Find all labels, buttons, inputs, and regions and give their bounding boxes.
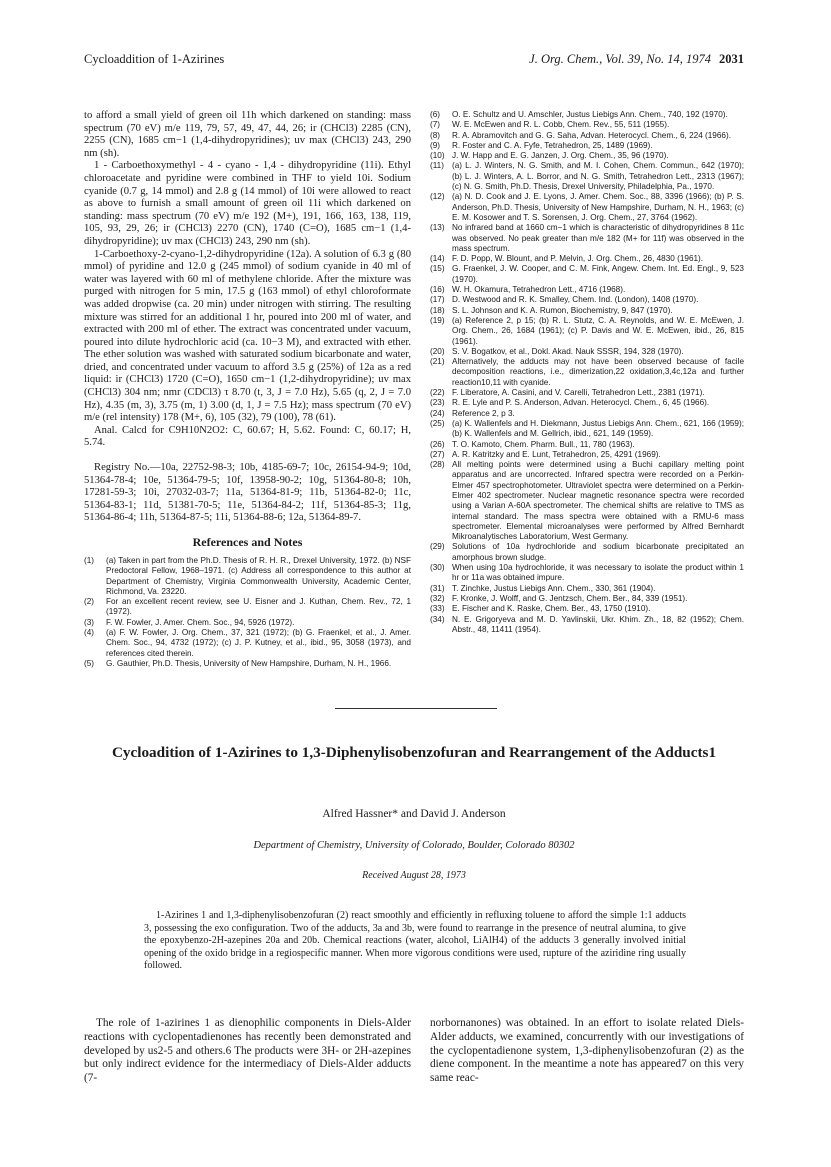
reference-text: F. Liberatore, A. Casini, and V. Carelli, Tetrahedron Lett., 2381 (1971). [452, 388, 705, 398]
reference-number: (28) [430, 460, 445, 470]
reference-number: (2) [84, 597, 95, 607]
reference-item [430, 141, 744, 151]
reference-item [430, 542, 744, 563]
intro-paragraph-right: norbornanones) was obtained. In an effort to isolate related Diels-Alder adducts, we examined, concurrently with our investigations of the cyclopentadienone system, 1,3-diphenylisobenzofuran (2) as the diene component. In the meantime a note has appeared7 on this very same reac- [430, 1017, 744, 1085]
registry-numbers: Registry No.—10a, 22752-98-3; 10b, 4185-69-7; 10c, 26154-94-9; 10d, 51364-78-4; 10e, 51364-79-5; 10f, 13958-90-2; 10g, 51364-80-8; 10h, 17281-59-3; 10i, 27032-03-7; 11a, 51364-81-9; 11b, 51364-82-0; 11c, 51364-83-1; 11d, 51381-70-5; 11e, 51364-84-2; 11f, 51364-85-3; 11g, 51364-86-4; 11h, 51364-87-5; 11i, 51364-88-6; 12a, 51364-89-7. [84, 462, 411, 524]
reference-text: G. Fraenkel, J. W. Cooper, and C. M. Fink, Angew. Chem. Int. Ed. Engl., 9, 523 (1970). [452, 264, 744, 284]
running-header [84, 52, 744, 72]
authors: Alfred Hassner* and David J. Anderson [322, 808, 506, 820]
reference-text: A. R. Katritzky and E. Lunt, Tetrahedron, 25, 4291 (1969). [452, 449, 661, 459]
body-paragraph: to afford a small yield of green oil 11h which darkened on standing: mass spectrum (70 eV) m/e 119, 79, 57, 49, 47, 44, 26; ir (CHCl3) 2285 (CN), 2255 (CN), 1685 cm−1 (1,4-dihydropyridines); uv max (CHCl3) 243, 290 nm (sh). [84, 110, 411, 159]
reference-item [84, 659, 411, 669]
reference-text: T. Zinchke, Justus Liebigs Ann. Chem., 330, 361 (1904). [452, 583, 656, 593]
reference-item [430, 254, 744, 264]
article-divider [335, 708, 497, 709]
reference-number: (32) [430, 593, 445, 603]
reference-text: F. D. Popp, W. Blount, and P. Melvin, J. Org. Chem., 26, 4830 (1961). [452, 254, 704, 264]
reference-text: (a) N. D. Cook and J. E. Lyons, J. Amer. Chem. Soc., 88, 3396 (1966); (b) P. S. Anderson, Ph.D. Thesis, University of New Hampshire, Durham, N. H., 1963; (c) E. M. Kosower and T. S. Sorensen, J. Org. Chem., 27, 3764 (1962). [452, 192, 744, 222]
reference-item [430, 388, 744, 398]
reference-item [430, 357, 744, 388]
reference-number: (29) [430, 542, 445, 552]
references-heading: References and Notes [192, 535, 303, 549]
reference-number: (16) [430, 285, 445, 295]
reference-text: Alternatively, the adducts may not have been observed because of facile decomposition reactions, i.e., dimerization,22 oxidation,3,4c,12a and further reaction10,11 with cyanide. [452, 357, 744, 387]
reference-item [430, 604, 744, 614]
reference-text: D. Westwood and R. K. Smalley, Chem. Ind. (London), 1408 (1970). [452, 295, 699, 305]
reference-text: S. L. Johnson and K. A. Rumon, Biochemistry, 9, 847 (1970). [452, 305, 673, 315]
reference-text: T. O. Kamoto, Chem. Pharm. Bull., 11, 780 (1963). [452, 439, 635, 449]
reference-number: (17) [430, 295, 445, 305]
page-number: 2031 [719, 52, 744, 66]
reference-text: When using 10a hydrochloride, it was necessary to isolate the product within 1 hr or 11a was obtained impure. [452, 563, 744, 583]
reference-item [430, 295, 744, 305]
reference-text: Reference 2, p 3. [452, 408, 515, 418]
running-title: Cycloaddition of 1-Azirines [84, 52, 225, 66]
reference-number: (11) [430, 161, 444, 171]
reference-item [430, 110, 744, 120]
reference-item [84, 628, 411, 659]
reference-number: (23) [430, 398, 445, 408]
reference-text: F. W. Fowler, J. Amer. Chem. Soc., 94, 5926 (1972). [106, 617, 295, 627]
reference-item [430, 450, 744, 460]
reference-item [430, 192, 744, 223]
reference-text: J. W. Happ and E. G. Janzen, J. Org. Chem., 35, 96 (1970). [452, 151, 669, 161]
body-paragraph: Anal. Calcd for C9H10N2O2: C, 60.67; H, 5.62. Found: C, 60.17; H, 5.74. [84, 424, 411, 449]
reference-item [430, 594, 744, 604]
reference-number: (20) [430, 346, 445, 356]
reference-number: (33) [430, 604, 445, 614]
reference-number: (25) [430, 418, 445, 428]
reference-number: (4) [84, 628, 95, 638]
reference-text: R. A. Abramovitch and G. G. Saha, Advan. Heterocycl. Chem., 6, 224 (1966). [452, 130, 731, 140]
reference-number: (12) [430, 192, 445, 202]
reference-number: (3) [84, 617, 95, 627]
reference-item [430, 398, 744, 408]
reference-item [430, 223, 744, 254]
reference-item [84, 597, 411, 618]
references-list-right [430, 110, 744, 635]
reference-text: F. Kronke, J. Wolff, and G. Jentzsch, Chem. Ber., 84, 339 (1951). [452, 593, 688, 603]
right-column [430, 110, 744, 635]
article-title: Cycloadition of 1-Azirines to 1,3-Diphenylisobenzofuran and Rearrangement of the Adducts1 [111, 744, 717, 761]
reference-item [430, 131, 744, 141]
reference-number: (27) [430, 449, 445, 459]
body-paragraph: 1 - Carboethoxymethyl - 4 - cyano - 1,4 - dihydropyridine (11i). Ethyl chloroacetate and pyridine were combined in THF to yield 10i. Sodium cyanide (0.7 g, 14 mmol) and 2.8 g (14 mmol) of 10i were allowed to react as above to furnish a small amount of green oil 11i which darkened on standing: mass spectrum (70 eV) m/e 192 (M+), 191, 166, 163, 138, 119, 105, 93, 29, 26; ir (CHCl3) 2270 (CN), 1740 (C=O), 1685 cm−1 (1,4-dihydropyridine); uv max (CHCl3) 243, 290 nm (sh). [84, 160, 411, 247]
reference-number: (26) [430, 439, 445, 449]
reference-item [84, 618, 411, 628]
reference-text: All melting points were determined using a Buchi capillary melting point apparatus and are uncorrected. Infrared spectra were recorded on a Perkin-Elmer 457 spectrophotometer. Ultraviolet spectra were determined on a Perkin-Elmer 402 spectrometer. Nuclear magnetic resonance spectra were recorded using a Varian A-60A spectrometer. The chemical shifts are relative to TMS as internal standard. The mass spectra were obtained with a RMU-6 mass spectrometer. Elemental microanalyses were performed by Alfred Bernhardt Mikroanalytisches Laboratorium, West Germany. [452, 460, 744, 542]
journal-citation [529, 52, 744, 67]
reference-text: O. E. Schultz and U. Amschler, Justus Liebigs Ann. Chem., 740, 192 (1970). [452, 110, 728, 119]
reference-number: (31) [430, 583, 445, 593]
reference-item [430, 316, 744, 347]
reference-number: (1) [84, 556, 95, 565]
reference-item [430, 285, 744, 295]
abstract: 1-Azirines 1 and 1,3-diphenylisobenzofuran (2) react smoothly and efficiently in refluxing toluene to afford the simple 1:1 adducts 3, possessing the exo configuration. Two of the adducts, 3a and 3b, were found to rearrange in the presence of neutral alumina, to give the epoxybenzo-2H-azepines 20a and 20b. Chemical reactions (water, alcohol, LiAlH4) of the adducts 3 generally involved initial opening of the oxido bridge in a regiospecific manner. When more vigorous conditions were used, rupture of the aziridine ring usually followed. [144, 910, 686, 971]
left-column [84, 110, 411, 669]
reference-text: W. E. McEwen and R. L. Cobb, Chem. Rev., 55, 511 (1955). [452, 120, 670, 130]
reference-item [430, 151, 744, 161]
reference-text: (a) Taken in part from the Ph.D. Thesis of R. H. R., Drexel University, 1972. (b) NSF Predoctoral Fellow, 1968–1971. (c) Address all correspondence to this author at Department of Chemistry, Virginia Commonwealth University, Academic Center, Richmond, Va. 23220. [106, 556, 411, 596]
reference-item [430, 264, 744, 285]
reference-item [430, 584, 744, 594]
reference-item [430, 419, 744, 440]
reference-item [430, 615, 744, 636]
references-list-left [84, 556, 411, 669]
intro-paragraph-left: The role of 1-azirines 1 as dienophilic components in Diels-Alder reactions with cyclopentadienones has recently been demonstrated and developed by us2-5 and others.6 The products were 3H- or 2H-azepines but only indirect evidence for the intermediacy of Diels-Alder adducts (7- [84, 1017, 411, 1085]
reference-number: (14) [430, 254, 445, 264]
reference-number: (9) [430, 140, 441, 150]
reference-text: G. Gauthier, Ph.D. Thesis, University of New Hampshire, Durham, N. H., 1966. [106, 658, 392, 668]
reference-number: (19) [430, 315, 445, 325]
reference-text: No infrared band at 1660 cm−1 which is characteristic of dihydropyridines 8 11c was observed. No peak greater than m/e 182 (M+ for 11f) was observed in the mass spectrum. [452, 223, 744, 253]
reference-text: E. Fischer and K. Raske, Chem. Ber., 43, 1750 (1910). [452, 604, 651, 614]
reference-number: (6) [430, 110, 441, 119]
reference-text: (a) F. W. Fowler, J. Org. Chem., 37, 321 (1972); (b) G. Fraenkel, et al., J. Amer. Chem. Soc., 94, 4732 (1972); (c) J. P. Kutney, et al., ibid., 95, 3058 (1973), and references cited therein. [106, 628, 411, 658]
reference-text: (a) L. J. Winters, N. G. Smith, and M. I. Cohen, Chem. Commun., 642 (1970); (b) L. J. Winters, A. L. Borror, and N. G. Smith, Tetrahedron Lett., 2313 (1967); (c) N. G. Smith, Ph.D. Thesis, Drexel University, Philadelphia, Pa., 1970. [452, 161, 744, 192]
reference-item [430, 347, 744, 357]
reference-text: (a) K. Wallenfels and H. Diekmann, Justus Liebigs Ann. Chem., 621, 166 (1959); (b) K. Wallenfels and M. Gellrich, ibid., 621, 149 (1959). [452, 418, 744, 439]
reference-item [430, 563, 744, 584]
reference-text: Solutions of 10a hydrochloride and sodium bicarbonate precipitated an amorphous brown sludge. [452, 542, 744, 562]
reference-number: (5) [84, 658, 95, 668]
reference-number: (34) [430, 614, 445, 624]
body-paragraph: 1-Carboethoxy-2-cyano-1,2-dihydropyridine (12a). A solution of 6.3 g (80 mmol) of pyridine and 12.0 g (245 mmol) of sodium cyanide in 40 ml of water was layered with 60 ml of methylene chloride. After the mixture was purged with nitrogen for 5 min, 17.5 g (163 mmol) of ethyl chloroformate was added dropwise (ca. 20 min) under nitrogen with stirring. The resulting mixture was stirred for an additional 1 hr, poured into 200 ml of water, and extracted with 200 ml of ether. The extract was concentrated under vacuum, poured into dilute hydrochloric acid (ca. 10−3 M), and extracted with ether. The ether solution was washed with saturated sodium bicarbonate and water, dried, and concentrated under vacuum to afford 3.5 g (25%) of 12a as a red liquid: ir (CHCl3) 1720 (C=O), 1650 cm−1 (1,2-dihydropyridine); uv max (CHCl3) 304 nm; nmr (CDCl3) τ 8.70 (t, 3, J = 7.0 Hz), 5.65 (q, 2, J = 7.0 Hz), 4.35 (m, 3), 3.75 (m, 1) 3.00 (d, 1, J = 7.5 Hz); mass spectrum (70 eV) m/e (rel intensity) 178 (M+, 6), 105 (32), 79 (100), 78 (61). [84, 248, 411, 424]
reference-number: (8) [430, 130, 441, 140]
reference-number: (22) [430, 388, 445, 398]
reference-item [430, 161, 744, 192]
reference-number: (21) [430, 357, 445, 367]
reference-number: (13) [430, 223, 445, 233]
reference-text: R. E. Lyle and P. S. Anderson, Advan. Heterocycl. Chem., 6, 45 (1966). [452, 398, 710, 408]
reference-text: W. H. Okamura, Tetrahedron Lett., 4716 (1968). [452, 285, 626, 295]
reference-number: (24) [430, 408, 445, 418]
reference-text: R. Foster and C. A. Fyfe, Tetrahedron, 25, 1489 (1969). [452, 140, 653, 150]
reference-number: (15) [430, 264, 445, 274]
reference-item [430, 460, 744, 542]
reference-item [430, 120, 744, 130]
reference-item [84, 556, 411, 597]
reference-text: S. V. Bogatkov, et al., Dokl. Akad. Nauk SSSR, 194, 328 (1970). [452, 346, 684, 356]
reference-number: (18) [430, 305, 445, 315]
reference-number: (10) [430, 151, 445, 161]
reference-item [430, 306, 744, 316]
reference-number: (7) [430, 120, 441, 130]
received-date: Received August 28, 1973 [362, 870, 466, 881]
journal-name: J. Org. Chem., Vol. 39, No. 14, 1974 [529, 52, 711, 66]
reference-text: For an excellent recent review, see U. Eisner and J. Kuthan, Chem. Rev., 72, 1 (1972). [106, 597, 411, 617]
reference-item [430, 409, 744, 419]
affiliation: Department of Chemistry, University of Colorado, Boulder, Colorado 80302 [253, 840, 575, 851]
reference-text: N. E. Grigoryeva and M. D. Yavlinskii, Ukr. Khim. Zh., 18, 82 (1952); Chem. Abstr., 48, 11411 (1954). [452, 614, 744, 634]
reference-text: (a) Reference 2, p 15; (b) R. L. Stutz, C. A. Reynolds, and W. E. McEwen, J. Org. Chem., 26, 1684 (1961); (c) P. Davis and W. E. McEwen, ibid., 26, 815 (1961). [452, 315, 744, 346]
reference-number: (30) [430, 563, 445, 573]
reference-item [430, 440, 744, 450]
